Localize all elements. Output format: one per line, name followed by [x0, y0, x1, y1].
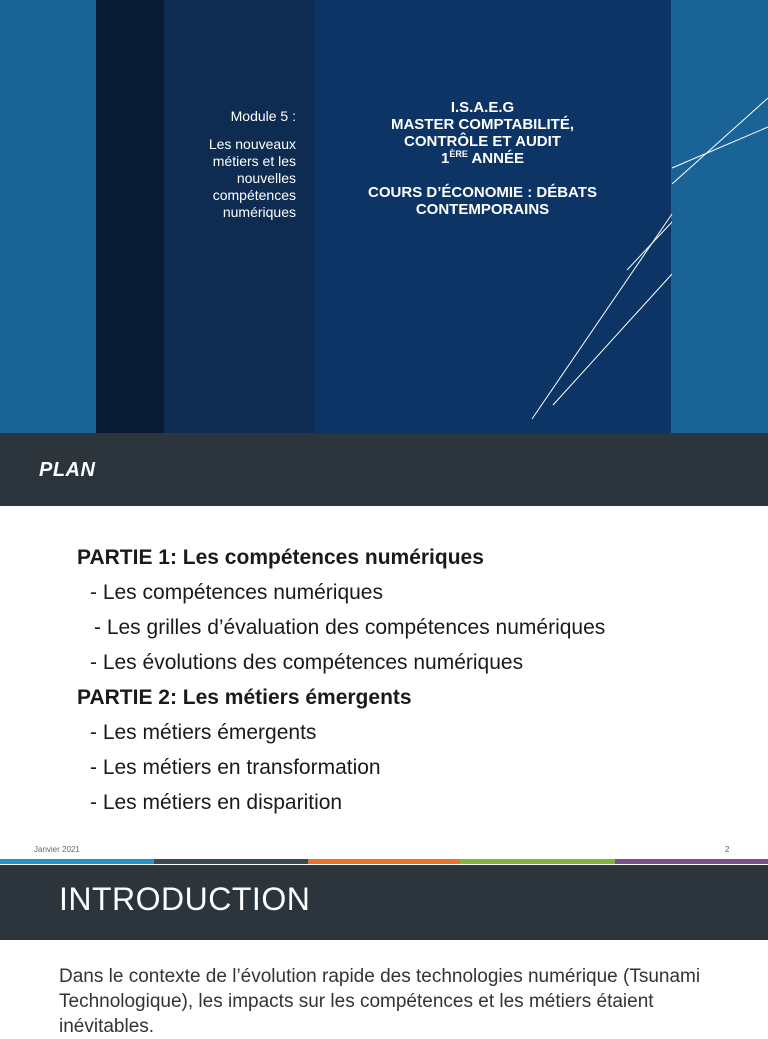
plan-title: PLAN — [39, 459, 96, 481]
module-label — [164, 108, 296, 221]
year-number: 1 — [441, 150, 450, 167]
intro-header-bar — [0, 865, 768, 940]
plan-list-item: - Les compétences numériques — [90, 581, 383, 604]
color-strip-segment — [154, 859, 231, 864]
plan-list-item: - Les évolutions des compétences numériques — [90, 651, 524, 674]
plan-slide — [0, 433, 768, 860]
module-subtitle: Les nouveaux métiers et les nouvelles compétences numériques — [208, 136, 296, 220]
plan-part-heading: PARTIE 2: Les métiers émergents — [77, 686, 412, 709]
plan-list-item: - Les métiers en disparition — [90, 791, 343, 814]
year-label: ANNÉE — [467, 150, 524, 167]
color-strip-segment — [308, 859, 460, 864]
title-line-4 — [314, 150, 651, 167]
color-strip — [0, 859, 768, 864]
plan-part-heading: PARTIE 1: Les compétences numériques — [77, 546, 484, 569]
module-number: Module 5 : — [230, 108, 296, 124]
intro-paragraph: Dans le contexte de l’évolution rapide des technologies numérique (Tsunami Technologique), les impacts sur les compétences et les métiers étaient inévitables. — [59, 966, 701, 1037]
title-line-6: CONTEMPORAINS — [415, 201, 550, 218]
page-number: 2 — [725, 845, 730, 854]
plan-list-item: - Les grilles d’évaluation des compétences numériques — [94, 616, 606, 639]
course-title — [314, 99, 651, 218]
year-superscript: ÈRE — [449, 149, 468, 159]
color-strip-segment — [231, 859, 308, 864]
color-strip-segment — [0, 859, 154, 864]
plan-header-bar — [0, 433, 768, 506]
color-strip-segment — [460, 859, 615, 864]
plan-list-item: - Les métiers émergents — [90, 721, 317, 744]
intro-title: INTRODUCTION — [59, 881, 311, 917]
footer-date: Janvier 2021 — [34, 845, 80, 854]
color-strip-segment — [615, 859, 768, 864]
introduction-slide — [0, 865, 768, 1037]
plan-list — [77, 545, 757, 825]
title-line-1: I.S.A.E.G — [450, 99, 515, 116]
title-line-3: CONTRÔLE ET AUDIT — [404, 133, 561, 150]
plan-list-item: - Les métiers en transformation — [90, 756, 381, 779]
title-line-5: COURS D’ÉCONOMIE : DÉBATS — [368, 184, 597, 201]
title-slide — [0, 0, 768, 433]
title-line-2: MASTER COMPTABILITÉ, — [390, 116, 575, 133]
